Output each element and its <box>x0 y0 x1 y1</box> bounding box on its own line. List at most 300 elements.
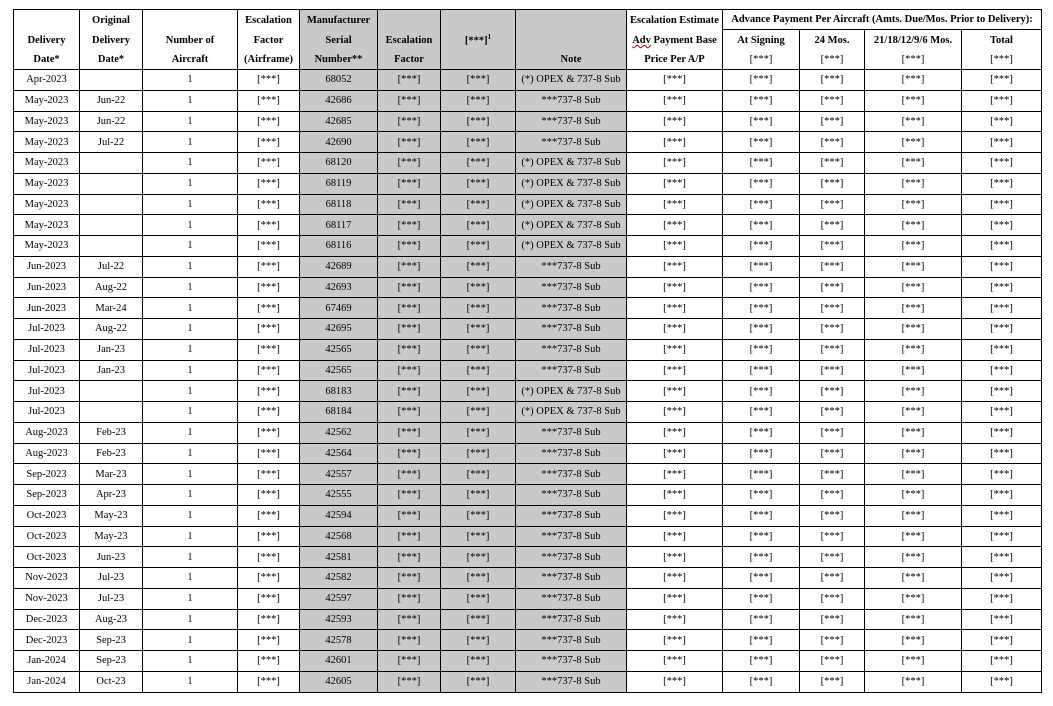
note-cell: ***737-8 Sub <box>516 277 627 298</box>
total-cell: [***] <box>962 194 1042 215</box>
num-aircraft-cell: 1 <box>143 153 238 174</box>
msn-cell: 42564 <box>300 443 378 464</box>
delivery-date-cell: May-2023 <box>14 236 80 257</box>
at-signing-cell: [***] <box>723 568 800 589</box>
total-cell: [***] <box>962 422 1042 443</box>
at-signing-cell: [***] <box>723 298 800 319</box>
original-date-cell: Apr-23 <box>80 485 143 506</box>
esc-factor-cell: [***] <box>378 153 441 174</box>
hdr-esc-factor-3: Factor <box>378 50 441 70</box>
at-signing-cell: [***] <box>723 215 800 236</box>
num-aircraft-cell: 1 <box>143 485 238 506</box>
num-aircraft-cell: 1 <box>143 671 238 692</box>
esc-airframe-cell: [***] <box>238 630 300 651</box>
note-cell: ***737-8 Sub <box>516 90 627 111</box>
table-row <box>14 277 1042 298</box>
at-signing-cell: [***] <box>723 609 800 630</box>
hdr-delivery-date-2: Delivery <box>14 30 80 51</box>
esc-factor-cell: [***] <box>378 90 441 111</box>
original-date-cell <box>80 173 143 194</box>
note-cell: ***737-8 Sub <box>516 588 627 609</box>
delivery-date-cell: Jul-2023 <box>14 360 80 381</box>
redacted-cell: [***] <box>441 132 516 153</box>
msn-cell: 42593 <box>300 609 378 630</box>
mos-24-cell: [***] <box>800 319 865 340</box>
msn-cell: 42605 <box>300 671 378 692</box>
total-cell: [***] <box>962 277 1042 298</box>
table-row <box>14 526 1042 547</box>
delivery-date-cell: Jan-2024 <box>14 671 80 692</box>
multi-mos-cell: [***] <box>865 339 962 360</box>
original-date-cell: Sep-23 <box>80 651 143 672</box>
hdr-total: Total <box>962 30 1042 51</box>
table-row <box>14 651 1042 672</box>
mos-24-cell: [***] <box>800 215 865 236</box>
original-date-cell: Feb-23 <box>80 443 143 464</box>
esc-airframe-cell: [***] <box>238 111 300 132</box>
mos-24-cell: [***] <box>800 609 865 630</box>
esc-estimate-cell: [***] <box>627 111 723 132</box>
hdr-total-redacted: [***] <box>962 50 1042 70</box>
delivery-date-cell: Dec-2023 <box>14 609 80 630</box>
esc-airframe-cell: [***] <box>238 422 300 443</box>
redacted-cell: [***] <box>441 443 516 464</box>
esc-factor-cell: [***] <box>378 360 441 381</box>
esc-factor-cell: [***] <box>378 588 441 609</box>
total-cell: [***] <box>962 630 1042 651</box>
hdr-esc-estimate-1: Escalation Estimate <box>627 10 723 30</box>
msn-cell: 68119 <box>300 173 378 194</box>
delivery-date-cell: Oct-2023 <box>14 547 80 568</box>
esc-airframe-cell: [***] <box>238 360 300 381</box>
note-cell: (*) OPEX & 737-8 Sub <box>516 153 627 174</box>
esc-factor-cell: [***] <box>378 464 441 485</box>
esc-estimate-cell: [***] <box>627 339 723 360</box>
num-aircraft-cell: 1 <box>143 319 238 340</box>
esc-airframe-cell: [***] <box>238 215 300 236</box>
esc-estimate-cell: [***] <box>627 215 723 236</box>
note-cell: ***737-8 Sub <box>516 485 627 506</box>
delivery-date-cell: Jul-2023 <box>14 319 80 340</box>
msn-cell: 68117 <box>300 215 378 236</box>
mos-24-cell: [***] <box>800 464 865 485</box>
esc-factor-cell: [***] <box>378 256 441 277</box>
hdr-multi-mos: 21/18/12/9/6 Mos. <box>865 30 962 51</box>
delivery-date-cell: Sep-2023 <box>14 464 80 485</box>
multi-mos-cell: [***] <box>865 443 962 464</box>
at-signing-cell: [***] <box>723 277 800 298</box>
msn-cell: 42578 <box>300 630 378 651</box>
total-cell: [***] <box>962 360 1042 381</box>
redacted-cell: [***] <box>441 671 516 692</box>
msn-cell: 68118 <box>300 194 378 215</box>
table-row <box>14 90 1042 111</box>
delivery-date-cell: Sep-2023 <box>14 485 80 506</box>
table-row <box>14 485 1042 506</box>
multi-mos-cell: [***] <box>865 277 962 298</box>
total-cell: [***] <box>962 526 1042 547</box>
redacted-cell: [***] <box>441 70 516 91</box>
mos-24-cell: [***] <box>800 132 865 153</box>
redacted-cell: [***] <box>441 526 516 547</box>
multi-mos-cell: [***] <box>865 298 962 319</box>
msn-cell: 42565 <box>300 339 378 360</box>
num-aircraft-cell: 1 <box>143 422 238 443</box>
redacted-cell: [***] <box>441 339 516 360</box>
mos-24-cell: [***] <box>800 485 865 506</box>
esc-factor-cell: [***] <box>378 402 441 423</box>
esc-estimate-cell: [***] <box>627 526 723 547</box>
msn-cell: 42581 <box>300 547 378 568</box>
esc-factor-cell: [***] <box>378 319 441 340</box>
mos-24-cell: [***] <box>800 588 865 609</box>
esc-factor-cell: [***] <box>378 505 441 526</box>
hdr-esc-estimate-2: Adv Payment Base <box>627 30 723 51</box>
mos-24-cell: [***] <box>800 568 865 589</box>
multi-mos-cell: [***] <box>865 568 962 589</box>
esc-factor-cell: [***] <box>378 381 441 402</box>
total-cell: [***] <box>962 671 1042 692</box>
note-cell: ***737-8 Sub <box>516 547 627 568</box>
esc-factor-cell: [***] <box>378 132 441 153</box>
esc-estimate-cell: [***] <box>627 90 723 111</box>
total-cell: [***] <box>962 547 1042 568</box>
original-date-cell: Jul-22 <box>80 256 143 277</box>
esc-factor-cell: [***] <box>378 422 441 443</box>
esc-airframe-cell: [***] <box>238 70 300 91</box>
msn-cell: 42555 <box>300 485 378 506</box>
msn-cell: 42594 <box>300 505 378 526</box>
delivery-date-cell: Nov-2023 <box>14 588 80 609</box>
esc-factor-cell: [***] <box>378 215 441 236</box>
hdr-esc-estimate-3: Price Per A/P <box>627 50 723 70</box>
esc-factor-cell: [***] <box>378 111 441 132</box>
table-row <box>14 215 1042 236</box>
hdr-msn-2: Serial <box>300 30 378 51</box>
total-cell: [***] <box>962 651 1042 672</box>
at-signing-cell: [***] <box>723 630 800 651</box>
note-cell: (*) OPEX & 737-8 Sub <box>516 215 627 236</box>
mos-24-cell: [***] <box>800 236 865 257</box>
hdr-24-mos-redacted: [***] <box>800 50 865 70</box>
redacted-cell: [***] <box>441 422 516 443</box>
mos-24-cell: [***] <box>800 70 865 91</box>
num-aircraft-cell: 1 <box>143 568 238 589</box>
redacted-cell: [***] <box>441 402 516 423</box>
note-cell: ***737-8 Sub <box>516 609 627 630</box>
original-date-cell <box>80 153 143 174</box>
table-row <box>14 505 1042 526</box>
table-row <box>14 671 1042 692</box>
mos-24-cell: [***] <box>800 194 865 215</box>
note-cell: (*) OPEX & 737-8 Sub <box>516 173 627 194</box>
esc-airframe-cell: [***] <box>238 443 300 464</box>
note-cell: ***737-8 Sub <box>516 256 627 277</box>
original-date-cell: Jan-23 <box>80 360 143 381</box>
original-date-cell: Mar-23 <box>80 464 143 485</box>
delivery-date-cell: Jul-2023 <box>14 381 80 402</box>
esc-estimate-cell: [***] <box>627 464 723 485</box>
original-date-cell: Jul-22 <box>80 132 143 153</box>
original-date-cell: Aug-22 <box>80 319 143 340</box>
delivery-date-cell: Jun-2023 <box>14 298 80 319</box>
note-cell: ***737-8 Sub <box>516 111 627 132</box>
num-aircraft-cell: 1 <box>143 215 238 236</box>
at-signing-cell: [***] <box>723 671 800 692</box>
esc-factor-cell: [***] <box>378 277 441 298</box>
multi-mos-cell: [***] <box>865 173 962 194</box>
mos-24-cell: [***] <box>800 402 865 423</box>
table-row <box>14 547 1042 568</box>
esc-factor-cell: [***] <box>378 485 441 506</box>
mos-24-cell: [***] <box>800 505 865 526</box>
msn-cell: 42689 <box>300 256 378 277</box>
table-row <box>14 194 1042 215</box>
msn-cell: 42693 <box>300 277 378 298</box>
esc-estimate-cell: [***] <box>627 671 723 692</box>
multi-mos-cell: [***] <box>865 194 962 215</box>
table-row <box>14 111 1042 132</box>
original-date-cell: Jan-23 <box>80 339 143 360</box>
total-cell: [***] <box>962 298 1042 319</box>
redacted-cell: [***] <box>441 90 516 111</box>
esc-estimate-cell: [***] <box>627 547 723 568</box>
delivery-date-cell: Aug-2023 <box>14 422 80 443</box>
note-cell: ***737-8 Sub <box>516 360 627 381</box>
multi-mos-cell: [***] <box>865 485 962 506</box>
msn-cell: 42597 <box>300 588 378 609</box>
mos-24-cell: [***] <box>800 651 865 672</box>
multi-mos-cell: [***] <box>865 70 962 91</box>
hdr-24-mos: 24 Mos. <box>800 30 865 51</box>
at-signing-cell: [***] <box>723 547 800 568</box>
hdr-num-aircraft-1 <box>143 10 238 30</box>
note-cell: ***737-8 Sub <box>516 526 627 547</box>
at-signing-cell: [***] <box>723 505 800 526</box>
mos-24-cell: [***] <box>800 526 865 547</box>
at-signing-cell: [***] <box>723 422 800 443</box>
at-signing-cell: [***] <box>723 526 800 547</box>
original-date-cell: Jul-23 <box>80 588 143 609</box>
mos-24-cell: [***] <box>800 277 865 298</box>
mos-24-cell: [***] <box>800 298 865 319</box>
hdr-multi-mos-redacted: [***] <box>865 50 962 70</box>
esc-factor-cell: [***] <box>378 630 441 651</box>
table-row <box>14 298 1042 319</box>
total-cell: [***] <box>962 153 1042 174</box>
num-aircraft-cell: 1 <box>143 194 238 215</box>
hdr-original-date-1: Original <box>80 10 143 30</box>
mos-24-cell: [***] <box>800 547 865 568</box>
hdr-advance-payment-title: Advance Payment Per Aircraft (Amts. Due/Mos. Prior to Delivery): <box>723 10 1042 30</box>
delivery-date-cell: Jun-2023 <box>14 256 80 277</box>
multi-mos-cell: [***] <box>865 505 962 526</box>
total-cell: [***] <box>962 319 1042 340</box>
redacted-cell: [***] <box>441 547 516 568</box>
esc-factor-cell: [***] <box>378 526 441 547</box>
delivery-date-cell: Jul-2023 <box>14 339 80 360</box>
original-date-cell: Feb-23 <box>80 422 143 443</box>
note-cell: ***737-8 Sub <box>516 464 627 485</box>
esc-estimate-cell: [***] <box>627 609 723 630</box>
at-signing-cell: [***] <box>723 173 800 194</box>
multi-mos-cell: [***] <box>865 236 962 257</box>
mos-24-cell: [***] <box>800 381 865 402</box>
num-aircraft-cell: 1 <box>143 381 238 402</box>
table-row <box>14 360 1042 381</box>
multi-mos-cell: [***] <box>865 111 962 132</box>
multi-mos-cell: [***] <box>865 630 962 651</box>
esc-estimate-cell: [***] <box>627 485 723 506</box>
delivery-date-cell: Oct-2023 <box>14 526 80 547</box>
esc-estimate-cell: [***] <box>627 319 723 340</box>
total-cell: [***] <box>962 402 1042 423</box>
at-signing-cell: [***] <box>723 588 800 609</box>
num-aircraft-cell: 1 <box>143 277 238 298</box>
hdr-esc-airframe-2: Factor <box>238 30 300 51</box>
redacted-cell: [***] <box>441 298 516 319</box>
delivery-date-cell: May-2023 <box>14 215 80 236</box>
msn-cell: 42562 <box>300 422 378 443</box>
redacted-cell: [***] <box>441 236 516 257</box>
redacted-cell: [***] <box>441 464 516 485</box>
delivery-date-cell: May-2023 <box>14 153 80 174</box>
esc-airframe-cell: [***] <box>238 651 300 672</box>
original-date-cell <box>80 194 143 215</box>
original-date-cell <box>80 70 143 91</box>
esc-estimate-cell: [***] <box>627 70 723 91</box>
note-cell: (*) OPEX & 737-8 Sub <box>516 194 627 215</box>
esc-airframe-cell: [***] <box>238 339 300 360</box>
hdr-esc-airframe-3: (Airframe) <box>238 50 300 70</box>
esc-factor-cell: [***] <box>378 609 441 630</box>
esc-estimate-cell: [***] <box>627 381 723 402</box>
total-cell: [***] <box>962 485 1042 506</box>
msn-cell: 42565 <box>300 360 378 381</box>
multi-mos-cell: [***] <box>865 464 962 485</box>
delivery-date-cell: Apr-2023 <box>14 70 80 91</box>
msn-cell: 42690 <box>300 132 378 153</box>
redacted-cell: [***] <box>441 381 516 402</box>
esc-estimate-cell: [***] <box>627 443 723 464</box>
esc-estimate-cell: [***] <box>627 298 723 319</box>
redacted-cell: [***] <box>441 485 516 506</box>
original-date-cell <box>80 236 143 257</box>
esc-airframe-cell: [***] <box>238 90 300 111</box>
total-cell: [***] <box>962 443 1042 464</box>
total-cell: [***] <box>962 381 1042 402</box>
note-cell: ***737-8 Sub <box>516 671 627 692</box>
original-date-cell <box>80 402 143 423</box>
total-cell: [***] <box>962 215 1042 236</box>
at-signing-cell: [***] <box>723 90 800 111</box>
at-signing-cell: [***] <box>723 111 800 132</box>
delivery-date-cell: Jun-2023 <box>14 277 80 298</box>
msn-cell: 42557 <box>300 464 378 485</box>
msn-cell: 68116 <box>300 236 378 257</box>
table-row <box>14 236 1042 257</box>
mos-24-cell: [***] <box>800 443 865 464</box>
num-aircraft-cell: 1 <box>143 609 238 630</box>
note-cell: ***737-8 Sub <box>516 132 627 153</box>
esc-factor-cell: [***] <box>378 194 441 215</box>
hdr-redacted: $[***]^1$ <box>441 10 516 70</box>
hdr-esc-factor-2: Escalation <box>378 30 441 51</box>
at-signing-cell: [***] <box>723 381 800 402</box>
table-row <box>14 422 1042 443</box>
hdr-delivery-date-3: Date* <box>14 50 80 70</box>
esc-estimate-cell: [***] <box>627 194 723 215</box>
multi-mos-cell: [***] <box>865 402 962 423</box>
mos-24-cell: [***] <box>800 339 865 360</box>
esc-airframe-cell: [***] <box>238 505 300 526</box>
original-date-cell <box>80 215 143 236</box>
msn-cell: 42685 <box>300 111 378 132</box>
total-cell: [***] <box>962 132 1042 153</box>
redacted-cell: [***] <box>441 651 516 672</box>
hdr-at-signing-redacted: [***] <box>723 50 800 70</box>
hdr-esc-factor-1 <box>378 10 441 30</box>
esc-estimate-cell: [***] <box>627 588 723 609</box>
delivery-date-cell: Aug-2023 <box>14 443 80 464</box>
table-row <box>14 132 1042 153</box>
multi-mos-cell: [***] <box>865 360 962 381</box>
table-row <box>14 173 1042 194</box>
num-aircraft-cell: 1 <box>143 236 238 257</box>
delivery-schedule-table <box>13 9 1042 693</box>
at-signing-cell: [***] <box>723 339 800 360</box>
multi-mos-cell: [***] <box>865 671 962 692</box>
esc-airframe-cell: [***] <box>238 464 300 485</box>
original-date-cell: May-23 <box>80 526 143 547</box>
hdr-msn-3: Number** <box>300 50 378 70</box>
note-cell: ***737-8 Sub <box>516 568 627 589</box>
num-aircraft-cell: 1 <box>143 588 238 609</box>
at-signing-cell: [***] <box>723 132 800 153</box>
esc-factor-cell: [***] <box>378 173 441 194</box>
delivery-date-cell: Jul-2023 <box>14 402 80 423</box>
note-cell: ***737-8 Sub <box>516 422 627 443</box>
original-date-cell: Jun-23 <box>80 547 143 568</box>
table-row <box>14 153 1042 174</box>
original-date-cell: Aug-22 <box>80 277 143 298</box>
num-aircraft-cell: 1 <box>143 111 238 132</box>
mos-24-cell: [***] <box>800 173 865 194</box>
esc-airframe-cell: [***] <box>238 671 300 692</box>
total-cell: [***] <box>962 173 1042 194</box>
at-signing-cell: [***] <box>723 402 800 423</box>
table-body <box>14 70 1042 693</box>
esc-airframe-cell: [***] <box>238 485 300 506</box>
mos-24-cell: [***] <box>800 422 865 443</box>
esc-estimate-cell: [***] <box>627 505 723 526</box>
table-row <box>14 70 1042 91</box>
esc-airframe-cell: [***] <box>238 319 300 340</box>
table-row <box>14 568 1042 589</box>
esc-estimate-cell: [***] <box>627 422 723 443</box>
total-cell: [***] <box>962 339 1042 360</box>
hdr-num-aircraft-3: Aircraft <box>143 50 238 70</box>
msn-cell: 67469 <box>300 298 378 319</box>
note-cell: ***737-8 Sub <box>516 298 627 319</box>
esc-airframe-cell: [***] <box>238 402 300 423</box>
mos-24-cell: [***] <box>800 360 865 381</box>
at-signing-cell: [***] <box>723 443 800 464</box>
num-aircraft-cell: 1 <box>143 443 238 464</box>
redacted-cell: [***] <box>441 505 516 526</box>
total-cell: [***] <box>962 111 1042 132</box>
table-row <box>14 319 1042 340</box>
